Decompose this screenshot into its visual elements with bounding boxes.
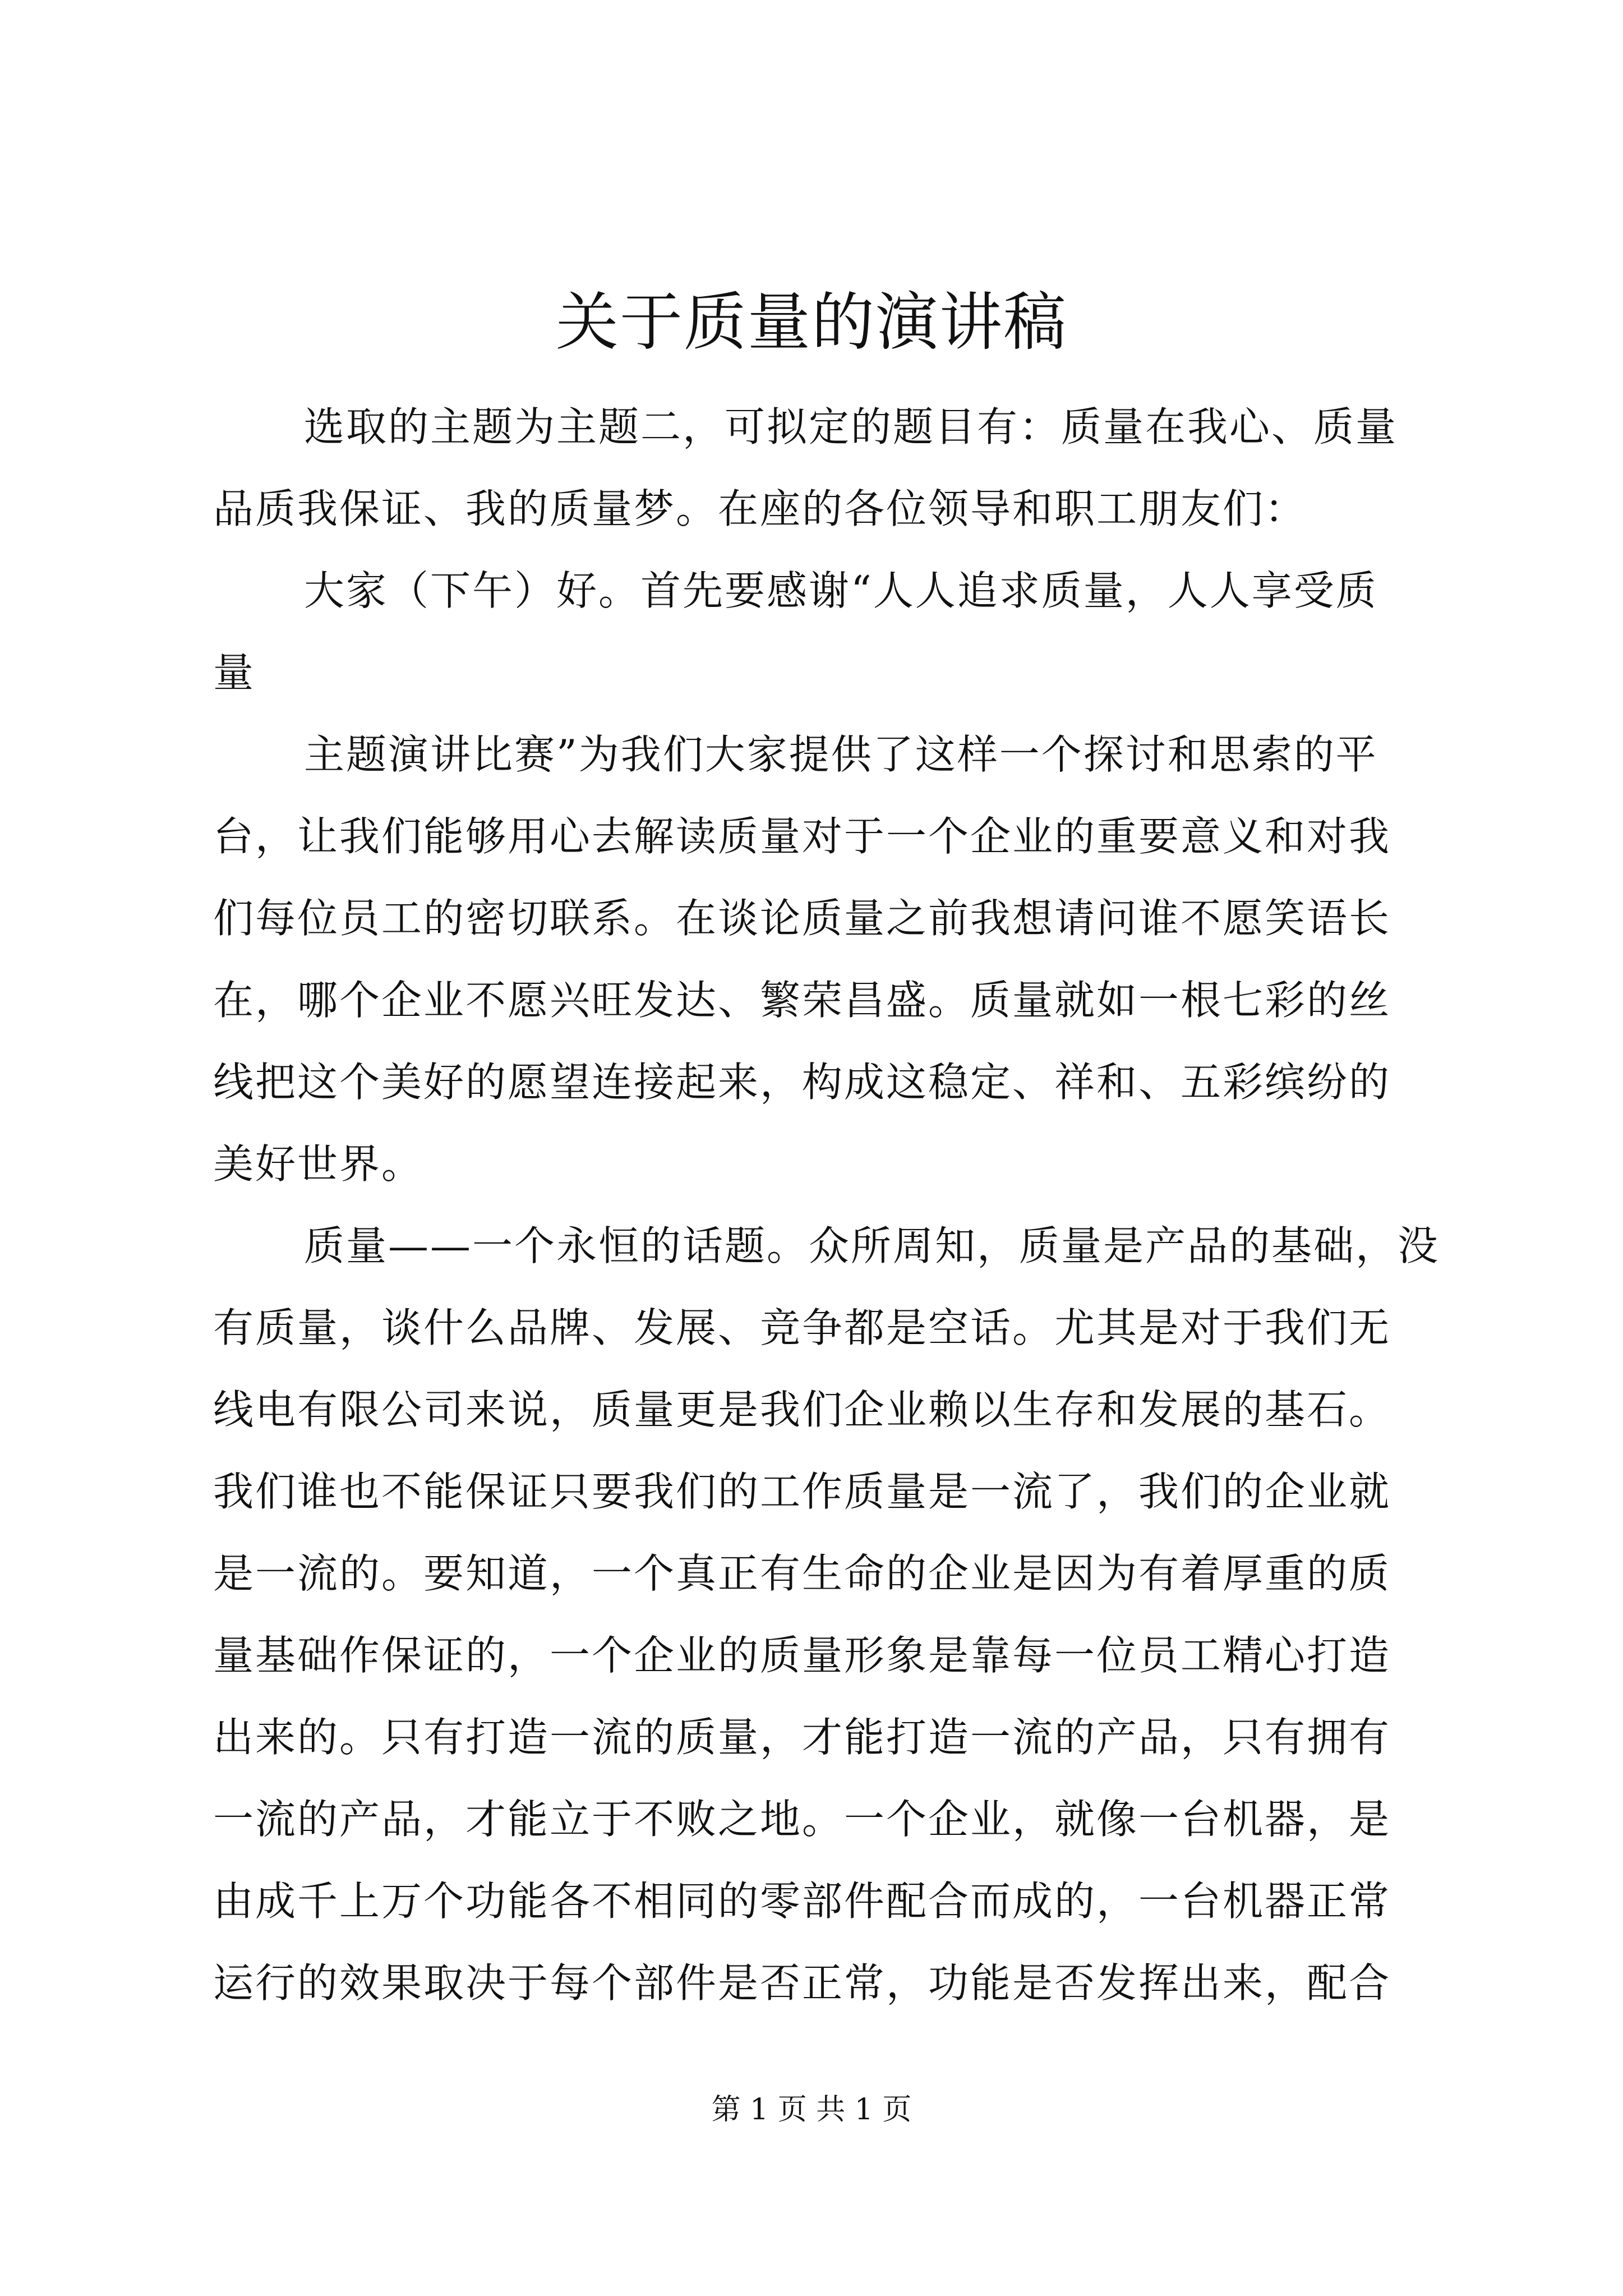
text-line: 大家（下午）好。首先要感谢“人人追求质量，人人享受质 <box>304 567 1378 614</box>
text-line: 线电有限公司来说，质量更是我们企业赖以生存和发展的基石。 <box>213 1386 1391 1433</box>
text-line: 有质量，谈什么品牌、发展、竞争都是空话。尤其是对于我们无 <box>213 1304 1391 1351</box>
text-line: 主题演讲比赛”为我们大家提供了这样一个探讨和思索的平 <box>304 731 1378 778</box>
document-title: 关于质量的演讲稿 <box>556 286 1067 359</box>
document-body <box>213 386 1440 2024</box>
text-line: 线把这个美好的愿望连接起来，构成这稳定、祥和、五彩缤纷的 <box>213 1059 1391 1106</box>
text-line: 选取的主题为主题二，可拟定的题目有：质量在我心、质量 <box>304 403 1398 450</box>
text-line: 出来的。只有打造一流的质量，才能打造一流的产品，只有拥有 <box>213 1714 1391 1761</box>
text-line: 一流的产品，才能立于不败之地。一个企业，就像一台机器，是 <box>213 1796 1391 1843</box>
text-line: 质量——一个永恒的话题。众所周知，质量是产品的基础，没 <box>304 1222 1440 1269</box>
text-line: 量基础作保证的，一个企业的质量形象是靠每一位员工精心打造 <box>213 1632 1391 1679</box>
text-line: 我们谁也不能保证只要我们的工作质量是一流了，我们的企业就 <box>213 1468 1391 1515</box>
text-line: 由成千上万个功能各不相同的零部件配合而成的，一台机器正常 <box>213 1878 1391 1925</box>
text-line: 台，让我们能够用心去解读质量对于一个企业的重要意义和对我 <box>213 813 1391 860</box>
text-line: 品质我保证、我的质量梦。在座的各位领导和职工朋友们： <box>213 485 1307 532</box>
page-footer: 第 1 页 共 1 页 <box>711 2093 912 2127</box>
text-line: 在，哪个企业不愿兴旺发达、繁荣昌盛。质量就如一根七彩的丝 <box>213 977 1391 1024</box>
text-line: 是一流的。要知道，一个真正有生命的企业是因为有着厚重的质 <box>213 1550 1391 1597</box>
text-line: 运行的效果取决于每个部件是否正常，功能是否发挥出来，配合 <box>213 1959 1391 2007</box>
text-line: 们每位员工的密切联系。在谈论质量之前我想请问谁不愿笑语长 <box>213 895 1391 942</box>
text-line: 美好世界。 <box>213 1140 424 1188</box>
text-line: 量 <box>213 649 256 696</box>
